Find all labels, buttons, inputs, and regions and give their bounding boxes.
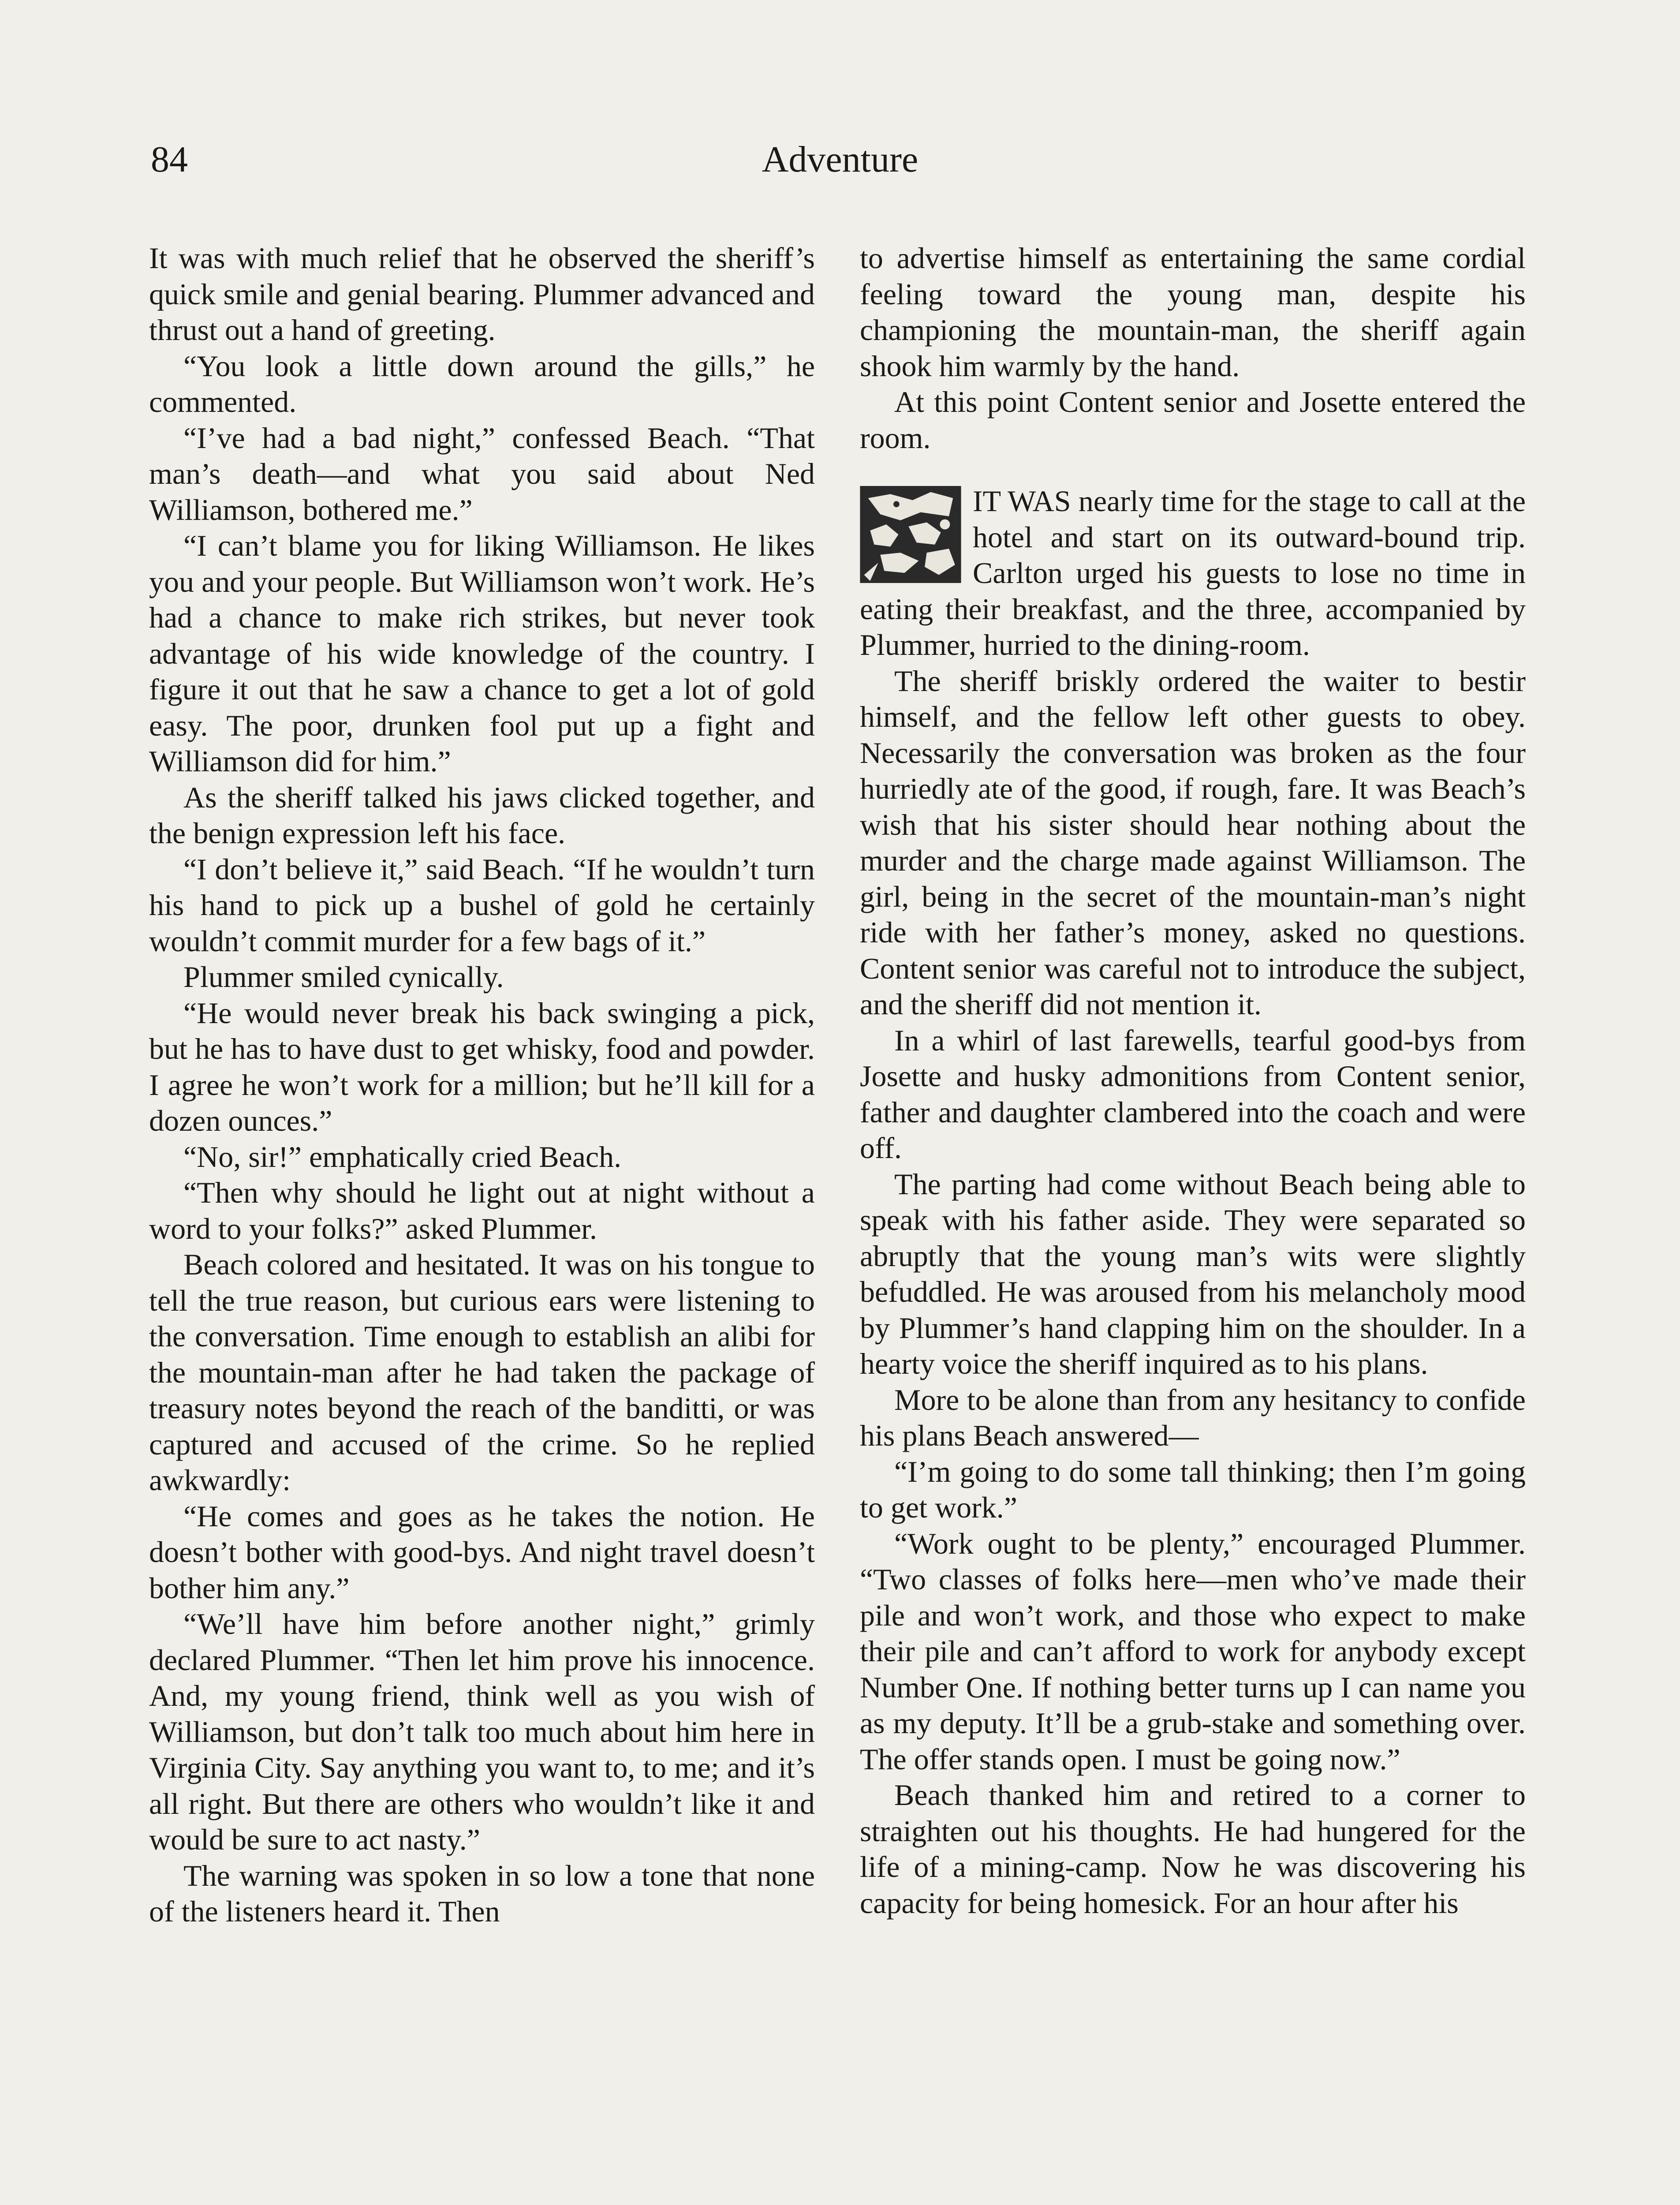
paragraph: “Then why should he light out at night without a word to your folks?” asked Plummer. xyxy=(149,1176,815,1245)
left-column xyxy=(149,240,815,1930)
right-column xyxy=(860,240,1526,1921)
paragraph: The warning was spoken in so low a tone that none of the listeners heard it. Then xyxy=(149,1858,815,1928)
paragraph: “I’ve had a bad night,” confessed Beach. “That man’s death—and what you said about Ned Williamson, bothered me.” xyxy=(149,421,815,527)
paragraph: The sheriff briskly ordered the waiter to bestir himself, and the fellow left other guests to obey. Necessarily the conversation was broken as the four hurriedly ate of the good, if rough, fare. It was Beach’s wish that his sister should hear nothing about the murder and the charge made against Williamson. The girl, being in the secret of the mountain-man’s night ride with her father’s money, asked no questions. Content senior was careful not to introduce the subject, and the sheriff did not mention it. xyxy=(860,664,1526,1021)
paragraph: to advertise himself as entertaining the same cordial feeling toward the young man, despite his championing the mountain-man, the sheriff again shook him warmly by the hand. xyxy=(860,241,1526,383)
paragraph: It was with much relief that he observed the sheriff’s quick smile and genial bearing. Plummer advanced and thrust out a hand of greeting. xyxy=(149,241,815,347)
paragraph: “He would never break his back swinging a pick, but he has to have dust to get whisky, food and powder. I agree he won’t work for a million; but he’ll kill for a dozen ounces.” xyxy=(149,996,815,1137)
paragraph: Beach colored and hesitated. It was on his tongue to tell the true reason, but curious ears were listening to the conversation. Time enough to establish an alibi for the mountain-man after he had taken the package of treasury notes beyond the reach of the banditti, or was captured and accused of the crime. So he replied awkwardly: xyxy=(149,1248,815,1497)
paragraph: “I don’t believe it,” said Beach. “If he wouldn’t turn his hand to pick up a bushel of gold he certainly wouldn’t commit murder for a few bags of it.” xyxy=(149,852,815,958)
section-opening-text: IT WAS nearly time for the stage to call at the hotel and start on its outward-bound trip. Carlton urged his guests to lose no time in eating their breakfast, and the three, accompanied by Plummer, hurried to the dining-room. xyxy=(860,484,1526,662)
paragraph: “You look a little down around the gills,” he commented. xyxy=(149,349,815,419)
running-title: Adventure xyxy=(762,139,918,180)
paragraph: More to be alone than from any hesitancy to confide his plans Beach answered— xyxy=(860,1383,1526,1452)
paragraph: “I’m going to do some tall thinking; then I’m going to get work.” xyxy=(860,1454,1526,1524)
section-opening xyxy=(860,483,1526,663)
paragraph: “No, sir!” emphatically cried Beach. xyxy=(183,1140,622,1174)
paragraph: The parting had come without Beach being able to speak with his father aside. They were separated so abruptly that the young man’s wits were slightly befuddled. He was aroused from his melancholy mood by Plummer’s hand clapping him on the shoulder. In a hearty voice the sheriff inquired as to his plans. xyxy=(860,1167,1526,1380)
paragraph: At this point Content senior and Josette entered the room. xyxy=(860,385,1526,455)
paragraph: In a whirl of last farewells, tearful good-bys from Josette and husky admonitions from Content senior, father and daughter clambered into the coach and were off. xyxy=(860,1023,1526,1165)
page-number: 84 xyxy=(151,139,188,180)
paragraph: Plummer smiled cynically. xyxy=(183,960,504,994)
woodcut-ornament-icon xyxy=(860,486,961,583)
paragraph: Beach thanked him and retired to a corner to straighten out his thoughts. He had hungered for the life of a mining-camp. Now he was discovering his capacity for being homesick. For an hour after his xyxy=(860,1778,1526,1920)
paragraph: “Work ought to be plenty,” encouraged Plummer. “Two classes of folks here—men who’ve made their pile and won’t work, and those who expect to make their pile and can’t afford to work for anybody except Number One. If nothing better turns up I can name you as my deputy. It’ll be a grub-stake and something over. The offer stands open. I must be going now.” xyxy=(860,1526,1526,1776)
paragraph: As the sheriff talked his jaws clicked together, and the benign expression left his face. xyxy=(149,780,815,850)
paragraph: “He comes and goes as he takes the notion. He doesn’t bother with good-bys. And night travel doesn’t bother him any.” xyxy=(149,1499,815,1605)
paragraph: “I can’t blame you for liking Williamson. He likes you and your people. But Williamson won’t work. He’s had a chance to make rich strikes, but never took advantage of his wide knowledge of the country. I figure it out that he saw a chance to get a lot of gold easy. The poor, drunken fool put up a fight and Williamson did for him.” xyxy=(149,529,815,778)
paragraph: “We’ll have him before another night,” grimly declared Plummer. “Then let him prove his innocence. And, my young friend, think well as you wish of Williamson, but don’t talk too much about him here in Virginia City. Say anything you want to, to me; and it’s all right. But there are others who wouldn’t like it and would be sure to act nasty.” xyxy=(149,1607,815,1856)
